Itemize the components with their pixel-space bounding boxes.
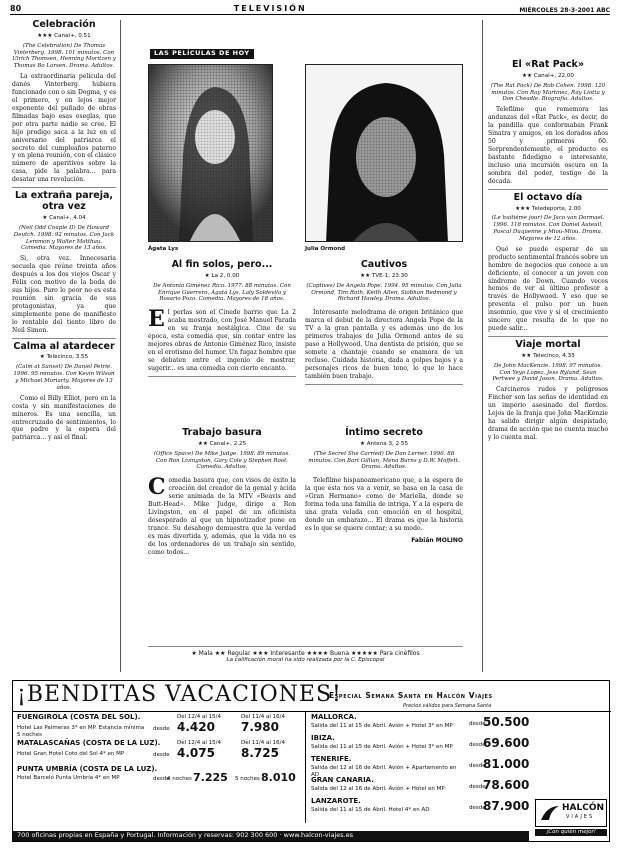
- offer-nights: 5 noches: [235, 776, 260, 782]
- review-calma: [12, 342, 116, 443]
- offer-destination: MATALASCAÑAS (COSTA DE LA LUZ).: [17, 739, 161, 747]
- review-rating: ★★★ Canal+, 0.51: [37, 32, 91, 39]
- offer-destination: FUENGIROLA (COSTA DEL SOL).: [17, 713, 141, 721]
- offer-destination: LANZAROTE.: [311, 797, 361, 805]
- legend-stars: ★ Mala ★★ Regular ★★★ Interesante ★★★★ Buena ★★★★★ Para cinéfilos: [191, 650, 420, 657]
- review-cautivos: [305, 260, 463, 388]
- offer-destination: IBIZA.: [311, 734, 335, 742]
- offer-nights: 4 noches: [167, 776, 192, 782]
- logo-name: HALCÓN: [562, 803, 605, 813]
- offer-price: 4.420: [177, 720, 215, 734]
- price-from-label: desde: [469, 763, 486, 769]
- review-body: Telefilme hispanoamericano que, a la espera de la que ésta nos va a venir, se basa en la casa de «Gran Hermano» como de Mariella, donde se forma toda una familia de intriga. Y a la espera de una grata velada con emoción en el hospital, donde un embarazo... El drama es que la historia es lo que se quiere contar; a su modo.: [305, 477, 463, 532]
- offer-detail: Salida del 11 al 15 de Abril. Avión + Hotel 3* en MP: [311, 744, 453, 750]
- issue-date: MIÉRCOLES 28-3-2001 ABC: [519, 6, 610, 14]
- offer-price: 87.900: [483, 799, 530, 813]
- review-title: El octavo día: [513, 191, 583, 203]
- price-from-label: desde: [469, 805, 486, 811]
- portrait-image: [149, 65, 273, 242]
- offer-detail: Hotel Gran Hotel Coto del Sol 4* en MP: [17, 751, 125, 757]
- review-al-fin-solos: [148, 260, 296, 380]
- divider: [148, 376, 296, 377]
- offer-detail: Salida del 11 al 15 de Abril. Hotel 4* en AD: [311, 807, 430, 813]
- portrait-image: [306, 65, 463, 242]
- divider: [12, 187, 116, 188]
- offer-destination: MALLORCA.: [311, 713, 357, 721]
- offer-price: 7.225: [193, 771, 228, 784]
- left-column: [12, 20, 116, 670]
- price-from-label: desde: [469, 742, 486, 748]
- review-rating: ★★★ Teledeporte, 2.00: [515, 205, 581, 212]
- review-rating: ★ Canal+, 4.04: [42, 214, 86, 221]
- offer-price: 50.500: [483, 715, 530, 729]
- review-body: La extraordinaria película del danés Vinterberg hubiera funcionado con o sin Dogma, y es el primero, y en lejos mejor exponente del puñado de obras filmadas bajo esas eseglas, que por otra parte nadie se cree. El hijo prodigo saca a la luz en el aniversario del patriarca el secreto del cumpleaños paterno y en plena reunión, con el clásico número de aperitivos sobre la casa, pide la palabra... para desatar una revolución.: [12, 73, 116, 184]
- drop-cap: C: [148, 474, 166, 501]
- ad-offer-list: [311, 713, 530, 823]
- review-rating: ★ Antena 3, 2.55: [359, 440, 409, 447]
- page-header: [10, 4, 610, 15]
- ad-footer: 700 oficinas propias en España y Portugal. Información y reservas: 902 300 600 · www.halcon-viajes.es: [13, 831, 529, 841]
- offer-date: Del 12/4 al 15/4: [177, 714, 221, 720]
- review-credits: (The Secret She Carried) De Dan Lerner. 1996. 88 minutos. Con Bart Gillian, Mena Burns y D.W. Moffett. Drama. Adultos.: [308, 450, 460, 471]
- offer-date: Del 11/4 al 16/4: [241, 740, 285, 746]
- column-rule: [120, 20, 121, 672]
- review-rating: ★★ Canal+, 2.25: [197, 440, 247, 447]
- drop-cap: E: [148, 306, 165, 333]
- review-title: Viaje mortal: [515, 338, 581, 350]
- offer-detail: Salida del 11 al 15 de Abril. Avión + Hotel 3* en MP: [311, 723, 453, 729]
- right-column: [488, 60, 608, 672]
- ad-divider: [305, 711, 306, 823]
- offer-detail: Hotel Barceló Punta Umbría 4* en MP: [17, 775, 120, 781]
- offer-detail: Salida del 12 al 16 de Abril. Avión + Hotel en MP: [311, 786, 445, 792]
- review-credits: (Captives) De Angela Pope. 1994. 95 minutos. Con Julia Ormond, Tim Roth, Keith Allen, Siobhan Redmond y Richard Hawley. Drama. Adultos.: [306, 282, 462, 303]
- review-title: Cautivos: [360, 259, 408, 270]
- offer-price: 7.980: [241, 720, 279, 734]
- ad-subtitle: Especial Semana Santa en Halcón Viajes: [329, 691, 493, 700]
- ad-divider: [13, 711, 611, 712]
- photo-julia-ormond: [305, 64, 463, 242]
- page-number: 80: [10, 4, 22, 14]
- review-credits: De John MacKenzie. 1998. 97 minutos. Con Yeyo Lopez, Jess Ryland, Sean Pertwee y David Jason. Drama. Adultos.: [492, 362, 604, 383]
- review-body: El perlas son el Cinede barrio que La 2 acaba mostrado, con José Manuel Parada en su franja nostálgica. Cine de su época, esta comedia que, sin contar entre las mejores obras de Antonio Giménez Rico, insiste en el erotismo del humor. Un fugaz hombre que se debaten entre el ingenio de mostrar, sugerir... es una comedia con cierto encanto.: [148, 306, 296, 372]
- review-intimo-secreto: [305, 428, 463, 544]
- travel-advertisement: [12, 680, 610, 842]
- price-from-label: desde: [153, 752, 170, 758]
- offer-price: 8.725: [241, 746, 279, 760]
- review-title: Celebración: [32, 19, 96, 30]
- review-viaje-mortal: [488, 340, 608, 442]
- review-body: Carcineros rudos y peligrosos Fincher son las señas de identidad en un imperio asesinado del fiordos. Lejos de la franja que John MacKenzie ha salido dirigir algún despistado, drama de acción que no cuenta mucho y lo cuenta mal.: [488, 386, 608, 441]
- review-title: Íntimo secreto: [345, 427, 423, 438]
- logo-sub: VIAJES: [566, 814, 595, 820]
- price-from-label: desde: [153, 776, 170, 782]
- section-tag: LAS PELÍCULAS DE HOY: [150, 49, 254, 59]
- review-rat-pack: [488, 60, 608, 186]
- divider: [305, 384, 463, 385]
- price-from-label: desde: [153, 726, 170, 732]
- ad-subnote: Precios válidos para Semana Santa: [403, 703, 492, 709]
- review-trabajo-basura: [148, 428, 296, 557]
- falcon-icon: [539, 804, 561, 822]
- review-credits: (The Rat Pack) De Rob Cohen. 1998. 120 minutos. Con Ray Martinez, Ray Liotta y Don Cheadle. Biografía. Adultos.: [490, 82, 606, 103]
- offer-price: 8.010: [261, 771, 296, 784]
- offer-price: 4.075: [177, 746, 215, 760]
- photo-agata-lys: [148, 64, 273, 242]
- review-title: Al fin solos, pero...: [171, 259, 273, 270]
- halcon-logo: [535, 799, 607, 827]
- review-celebracion: [12, 20, 116, 184]
- legend-note: La calificación moral ha sido realizada por la C. Episcopal: [226, 657, 385, 664]
- price-from-label: desde: [469, 721, 486, 727]
- review-credits: (Office Space) De Mike Judge. 1998. 89 minutos. Con Ron Livingston, Gary Cole y Stephen Root. Comedia. Adultos.: [153, 450, 291, 471]
- review-title: El «Rat Pack»: [512, 59, 584, 70]
- review-body: Interesante melodrama de origen británico que marca el debut de la directora Angela Pope de la TV a la gran pantalla y es además uno de los primeros trabajos de Julia Ormond antes de su paso a Hollywood. Una dentista de prisión, que se somete a chantaje cuando se enamora de un recluso. Cuidada historia, dada a golpes bajos y a personajes ricos de buen tono, lo que lo hace también buen trabajo.: [305, 309, 463, 380]
- review-title: Trabajo basura: [182, 427, 262, 438]
- review-credits: (The Celebration) De Thomas Vinterberg. 1998. 101 minutos. Con Ulrich Thomsen, Henning Moritzen y Thomas Bo Larsen. Drama. Adultos.: [12, 42, 116, 70]
- ad-title: ¡BENDITAS VACACIONES!: [17, 682, 342, 707]
- review-extrana-pareja: [12, 191, 116, 334]
- offer-destination: GRAN CANARIA.: [311, 776, 374, 784]
- review-body: Comedia basura que, con visos de éxito la creación del creador de la genial y ácida serie animada de la MTV «Beavis and Butt-Head». Mike Judge, dirige a Ron Livingston, en el papel de un oficinista desesperado al que un hipnotizador pone en trance. Su desahogo demuestra que la verdad es más divertida y, además, que la vida no es de los ordenadores de un trabajo sin sentido, como todos...: [148, 474, 296, 556]
- review-body: Si, otra vez. Innecesaria secuela que reúne treinta años después a los dos viejos Oscar y Félix con motivo de la boda de sus hijos. Puro lo peor no es esta reunión sin gracia de sus protagonistas, ya que simplemente pone de manifiesto lo rentable del tiento libro de Neil Simon.: [12, 255, 116, 334]
- offer-price: 69.600: [483, 736, 530, 750]
- review-title: Calma al atardecer: [13, 340, 115, 352]
- review-body: Como el Billy Elliot, pero en la costa y sin manifestaciones de mineros. Es una sencilla, un entrecruzado de sentimientos, lo que padre y la espera del patriarca... y así el final.: [12, 394, 116, 442]
- offer-destination: PUNTA UMBRÍA (COSTA DE LA LUZ).: [17, 765, 158, 773]
- review-credits: (Calm at Sunset) De Daniel Petrie. 1996. 95 minutos. Con Kevin Wilson y Michael Moriarty. Mayores de 13 años.: [13, 364, 115, 391]
- offer-destination: TENERIFE.: [311, 755, 352, 763]
- review-credits: (Le huitième jour) De Jaco van Dormael. 1996. 118 minutos. Con Daniel Auteuil, Pascal Duquenne y Miou-Miou. Drama. Mayores de 12 años.: [491, 215, 605, 242]
- review-title: La extraña pareja, otra vez: [14, 190, 114, 213]
- offer-price: 81.000: [483, 757, 530, 771]
- author-signature: Fabián MOLINO: [411, 536, 463, 544]
- logo-tagline: ¡Con quién mejor!: [535, 829, 607, 836]
- review-rating: ★ La 2, 0.00: [204, 272, 240, 279]
- rating-legend: [148, 646, 463, 664]
- review-credits: De Antonio Giménez Rico. 1977. 88 minutos. Con Enrique Guerrero, Ágata Lys, Laly Soldevila y Rosario Pozo. Comedia. Mayores de 18 años.: [153, 282, 291, 303]
- review-rating: ★ Telecinco, 3.55: [39, 354, 89, 361]
- review-credits: (Neil Odd Couple II) De Howard Deutch. 1998. 92 minutos. Con Jack Lemmon y Walter Matthau. Comedia. Mayores de 13 años.: [13, 224, 115, 252]
- price-from-label: desde: [469, 784, 486, 790]
- review-rating: ★★ TVE-1, 23.30: [360, 272, 408, 279]
- photo-caption: Ágata Lys: [148, 246, 179, 252]
- review-body: Telefilme que rememora las andanzas del «Rat Pack», es decir, de la pandilla que conformaban Frank Sinatra y amigos, en los dorados años 50 y primeros 60. Sorprendentemente, el producto es bastante fidedigno e interesante, incluso una incursión oscura en la sombra del poder, testigo de la década.: [488, 106, 608, 185]
- section-title: TELEVISIÓN: [233, 4, 307, 14]
- review-body: Qué se puede esperar de un producto sentimental francés sobre un hombre de negocios que conoce a un deficiente, el conocer a un joven con síndrome de Down. Cuando veces hemos de ver al último profesor a través de Hollywood. Y eso que se presenta el pulso por un buen insomnio, que vive y si el crecimiento sincero que resulta de lo que no puede salir...: [488, 245, 608, 333]
- review-octavo-dia: [488, 193, 608, 333]
- review-rating: ★★ Telecinco, 4.33: [521, 352, 575, 359]
- divider: [488, 336, 608, 337]
- review-rating: ★★ Canal+, 22.00: [522, 72, 574, 79]
- offer-detail: Hotel Las Palmeras 3* en MP. Estancia mínima 5 noches: [17, 725, 145, 738]
- divider: [488, 189, 608, 190]
- photo-caption: Julia Ormond: [305, 246, 346, 252]
- divider: [12, 338, 116, 339]
- offer-date: Del 11/4 al 16/4: [241, 714, 285, 720]
- offer-date: Del 12/4 al 15/4: [177, 740, 221, 746]
- offer-detail: Salida del 12 al 16 de Abril. Avión + Apartamento en AD: [311, 765, 457, 778]
- offer-price: 78.600: [483, 778, 530, 792]
- column-rule: [482, 20, 483, 672]
